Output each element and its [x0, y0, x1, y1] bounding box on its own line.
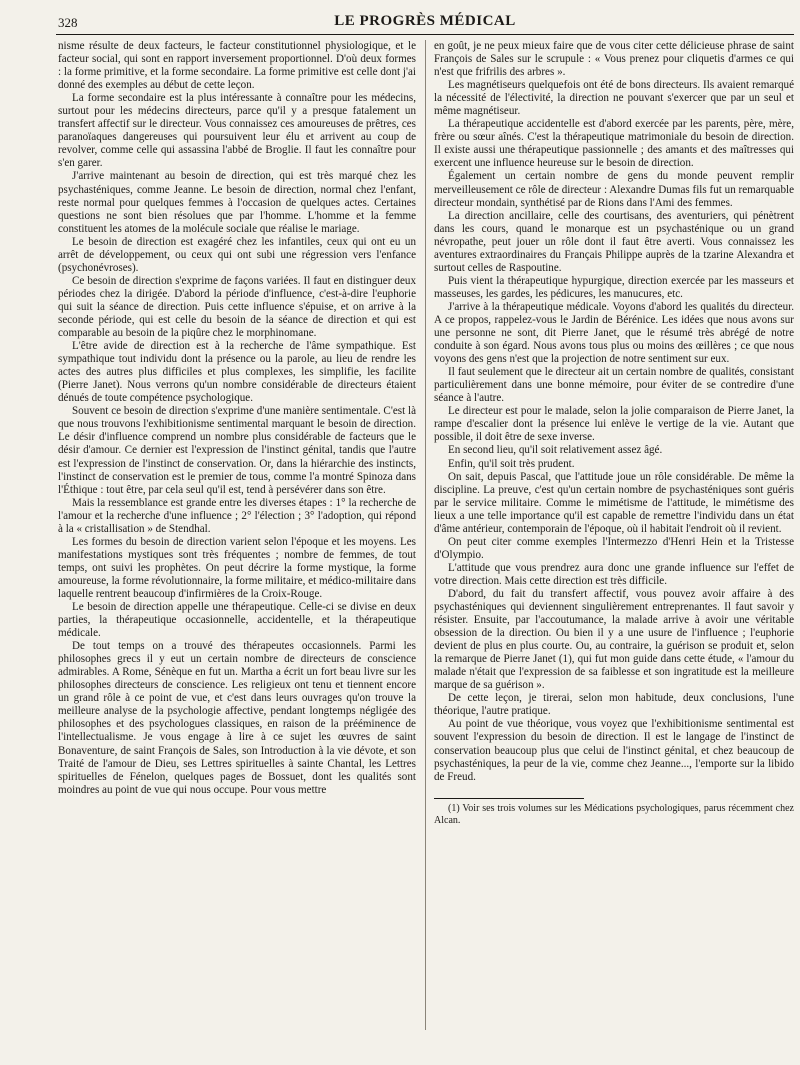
page-header: [56, 12, 794, 34]
paragraph: en goût, je ne peux mieux faire que de vous citer cette délicieuse phrase de saint François de Sales sur le scrupule : « Vous prenez pour cliquetis d'armes ce qui n'est que frifrilis des arbres ».: [434, 40, 794, 79]
paragraph: Le besoin de direction appelle une thérapeutique. Celle-ci se divise en deux parties, la thérapeutique occasionnelle, accidentelle, et la thérapeutique médicale.: [58, 601, 416, 640]
paragraph: On sait, depuis Pascal, que l'attitude joue un rôle considérable. De même la discipline. La preuve, c'est qu'un certain nombre de psychasténiques sont guéris par le service militaire. Comme le mimétisme de l'attitude, le mimétisme des lieux a une telle importance qu'il est capable de remettre l'individu dans un état d'âme antérieur, contemporain de l'époque, où il habitait l'endroit où il revient.: [434, 470, 794, 535]
paragraph: L'attitude que vous prendrez aura donc une grande influence sur l'effet de votre direction. Mais cette direction est très difficile.: [434, 561, 794, 587]
right-column: [434, 40, 794, 827]
paragraph: Également un certain nombre de gens du monde peuvent remplir merveilleusement ce rôle de directeur : Alexandre Dumas fils fut un remarquable directeur mondain, synthétisé par de Rions dans l'Ami des femmes.: [434, 170, 794, 209]
paragraph: On peut citer comme exemples l'Intermezzo d'Henri Hein et la Tristesse d'Olympio.: [434, 535, 794, 561]
paragraph: Au point de vue théorique, vous voyez que l'exhibitionisme sentimental est souvent l'expression du besoin de direction. Il est le langage de l'instinct de conservation beaucoup plus que celui de l'instinct génital, et chez beaucoup de psychasténiques, la peur de la vie, comme chez Jeanne..., l'emporte sur la libido de Freud.: [434, 718, 794, 783]
paragraph: En second lieu, qu'il soit relativement assez âgé.: [448, 444, 663, 457]
paragraph: D'abord, du fait du transfert affectif, vous pouvez avoir affaire à des psychasténiques qui deviennent singulièrement entreprenantes. Il faut savoir y résister. Ensuite, par l'accoutumance, la malade arrive à avoir une véritable obsession de la direction. Ou bien il y a une usure de l'influence ; l'euphorie devient de plus en plus courte. Ou, au contraire, la guérison se produit et, selon la remarque de Pierre Janet (1), qui fut mon guide dans cette étude, « l'amour du malade n'était que l'expression de sa faiblesse et son ingratitude est la meilleure marque de sa guérison ».: [434, 587, 794, 692]
paragraph: Souvent ce besoin de direction s'exprime d'une manière sentimentale. C'est là que nous trouvons l'exhibitionisme sentimental marquant le besoin de direction. Le désir d'influence comprend un nombre plus considérable de facteurs que le désir d'amour. Ce dernier est l'expression de l'instinct génital, tandis que l'autre est l'expression de l'instinct de conservation. Or, dans la hiérarchie des instincts, l'instinct de conservation est le premier de tous, comme l'a montré Spinoza dans l'Éthique : tout être, par cela seul qu'il est, tend à persévérer dans son être.: [58, 405, 416, 496]
header-rule: [56, 34, 794, 35]
paragraph: Mais la ressemblance est grande entre les diverses étapes : 1° la recherche de l'amour et la recherche d'une influence ; 2° l'élection ; 3° l'adoption, qui répond à la « cristallisation » de Stendhal.: [58, 496, 416, 535]
footnote-rule: [434, 798, 584, 799]
right-column-paragraphs: [434, 40, 794, 784]
journal-title: LE PROGRÈS MÉDICAL: [334, 13, 516, 29]
paragraph: Le directeur est pour le malade, selon la jolie comparaison de Pierre Janet, la rampe d'escalier dont la présence lui enlève le vertige de la vie. Autant que possible, il doit être de sexe inverse.: [434, 405, 794, 444]
paragraph: De tout temps on a trouvé des thérapeutes occasionnels. Parmi les philosophes grecs il y eut un certain nombre de directeurs de conscience admirables. A Rome, Sénèque en fut un. Martha a écrit un fort beau livre sur les philosophes directeurs de conscience. Les religieux ont tenu et tiennent encore un grand rôle à ce point de vue, et c'est dans leurs ouvrages qu'on trouve la meilleure analyse de la psychologie affective, pendant longtemps négligée des philosophes et des psychologues classiques, en raison de la prééminence de l'intellectualisme. Je vous engage à lire à ce sujet les œuvres de saint Bonaventure, de saint François de Sales, son Introduction à la vie dévote, et son Traité de l'amour de Dieu, ses Lettres spirituelles à sainte Chantal, les Lettres spirituelles de Fénelon, quelques pages de Bossuet, dont les qualités sont moindres au point de vue qui nous occupe. Pour vous mettre: [58, 640, 416, 796]
left-column: [58, 40, 416, 797]
footnote: (1) Voir ses trois volumes sur les Médications psychologiques, parus récemment chez Alcan.: [434, 802, 794, 826]
paragraph: J'arrive à la thérapeutique médicale. Voyons d'abord les qualités du directeur. A ce propos, rappelez-vous le Jardin de Bérénice. Les idées que nous avons sur une personne ne sont, dit Pierre Janet, que le résumé très abrégé de notre conduite à son égard. Nous avons tous plus ou moins des œillères ; ce que nous voyons des gens n'est que la projection de notre sentiment sur eux.: [434, 300, 794, 366]
paragraph: La direction ancillaire, celle des courtisans, des aventuriers, qui pénètrent dans les cours, quand le monarque est un psychasténique ou un grand névropathe, peut jouer un rôle dont il faut être averti. Vous connaissez les aventures extraordinaires du Français Philippe auprès de la tzarine Alexandra et surtout celles de Raspoutine.: [434, 209, 794, 274]
paragraph: La thérapeutique accidentelle est d'abord exercée par les parents, père, mère, frère ou sœur aînés. C'est la thérapeutique matrimoniale du besoin de direction. Il existe aussi une thérapeutique passionnelle ; des amants et des maîtresses qui exercent une influence heureuse sur le besoin de direction.: [434, 118, 794, 170]
paragraph: Le besoin de direction est exagéré chez les infantiles, ceux qui ont eu un arrêt de développement, ou ceux qui ont subi une régression vers l'enfance (psychonévroses).: [58, 235, 416, 274]
paragraph: nisme résulte de deux facteurs, le facteur constitutionnel physiologique, et le facteur social, qui sont en rapport inversement proportionnel. D'où deux formes : la forme primitive, et la forme secondaire. La forme primitive est celle dont j'ai donné des exemples au début de cette leçon.: [58, 40, 416, 92]
paragraph: La forme secondaire est la plus intéressante à connaître pour les médecins, surtout pour les médecins directeurs, parce qu'il y a presque fatalement un transfert affectif sur le directeur. Vous connaissez ces amoureuses de prêtres, ces paranoïaques dangereuses qui poursuivent leur élu et arrivent au coup de revolver, comme celle qui assassina l'abbé de Broglie. Il faut les connaître pour s'en garer.: [58, 92, 416, 170]
page-number: 328: [58, 15, 78, 30]
column-divider: [425, 40, 426, 1030]
paragraph: L'être avide de direction est à la recherche de l'âme sympathique. Est sympathique tout individu dont la présence ou la parole, au lieu de rendre les actes des autres plus difficiles et plus complexes, les simplifie, les facilite (Pierre Janet). Nous verrons qu'un nombre considérable de directeurs étaient dénués de toute compétence psychologique.: [58, 340, 416, 405]
paragraph: Ce besoin de direction s'exprime de façons variées. Il faut en distinguer deux périodes chez la dirigée. D'abord la période d'influence, c'est-à-dire l'euphorie qui suit la séance de direction. Puis cette influence s'épuise, et on arrive à la seconde période, qui est celle du besoin de la séance de direction et qui est comparable au besoin de la piqûre chez le morphinomane.: [58, 274, 416, 340]
paragraph: J'arrive maintenant au besoin de direction, qui est très marqué chez les psychasténiques, comme Jeanne. Le besoin de direction, normal chez l'enfant, reste normal pour quelques femmes à l'occasion de quelques actes. Certaines questions ne sont bien résolues que par l'homme. L'homme et la femme constituent les atomes de la molécule sociale que réalise le mariage.: [58, 170, 416, 235]
paragraph: Les magnétiseurs quelquefois ont été de bons directeurs. Ils avaient remarqué la nécessité de l'électivité, la direction ne pouvant s'exercer que par un seul et même magnétiseur.: [434, 79, 794, 118]
paragraph: De cette leçon, je tirerai, selon mon habitude, deux conclusions, l'une théorique, l'autre pratique.: [434, 692, 794, 718]
paragraph: Il faut seulement que le directeur ait un certain nombre de qualités, consistant particulièrement dans une bonne mémoire, pour éviter de se contredire d'une séance à l'autre.: [434, 366, 794, 405]
paragraph: Puis vient la thérapeutique hypurgique, direction exercée par les masseurs et masseuses, les gardes, les pédicures, les manucures, etc.: [434, 274, 794, 300]
paragraph: Les formes du besoin de direction varient selon l'époque et les moyens. Les manifestations mystiques sont très fréquentes ; nombre de femmes, de tout temps, ont suivi les prophètes. On peut décrire la forme mystique, la forme amoureuse, la forme révolutionnaire, la forme militaire, et médico-militaire dans laquelle rentrent beaucoup d'infirmières de la Croix-Rouge.: [58, 535, 416, 600]
paragraph: Enfin, qu'il soit très prudent.: [448, 457, 575, 470]
